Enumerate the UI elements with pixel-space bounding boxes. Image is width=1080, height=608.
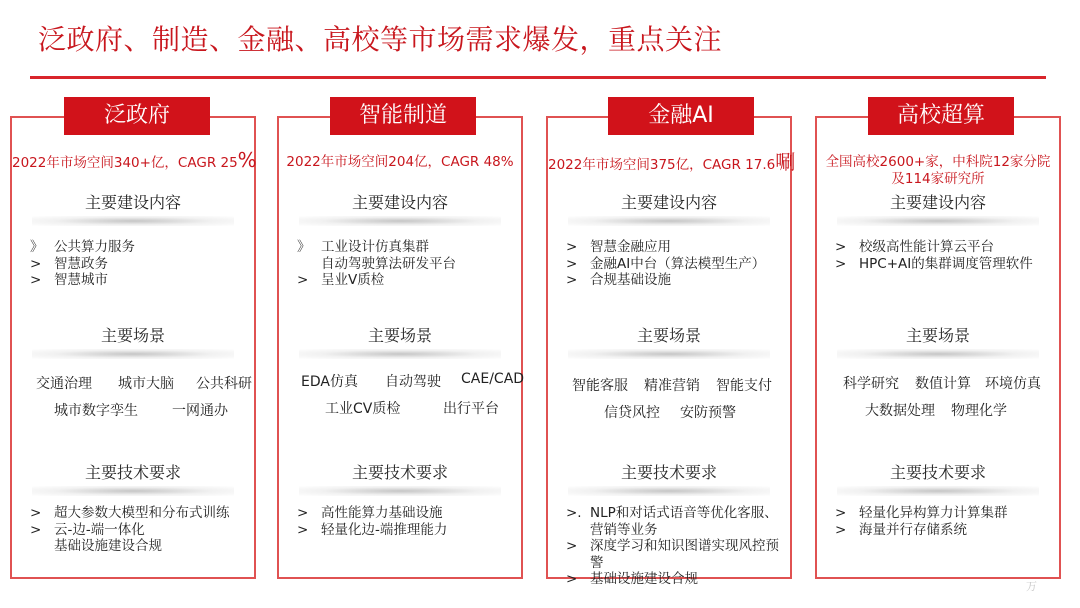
list-item: > 合规基础设施 <box>566 272 671 288</box>
scenario-item: 科学研究 <box>843 376 899 392</box>
list-item: > 云-边-端一体化 <box>30 521 145 538</box>
tech-heading: 主要技术要求 <box>351 463 448 482</box>
list-item: > 轻量化边-端推理能力 <box>297 521 448 538</box>
heading-shadow <box>299 486 501 496</box>
market-stat: 2022年市场空间375亿，CAGR 17.6唰 <box>548 150 796 174</box>
scenario-item: 城市大脑 <box>118 376 174 392</box>
heading-shadow <box>568 216 770 226</box>
heading-shadow <box>32 349 234 359</box>
heading-shadow <box>837 349 1039 359</box>
watermark: 万 <box>1026 580 1037 593</box>
heading-shadow <box>568 486 770 496</box>
scenario-item: 工业CV质检 <box>325 401 401 417</box>
list-item: > 呈业V质检 <box>297 272 385 288</box>
list-item: > 海量并行存储系统 <box>835 521 967 538</box>
construction-list <box>30 239 246 289</box>
list-item: > 智慧政务 <box>30 255 108 272</box>
construction-list <box>297 239 513 289</box>
panel-tag-finance: 金融AI <box>608 97 754 135</box>
heading-shadow <box>837 216 1039 226</box>
panel-manufacturing <box>277 116 523 579</box>
scenario-item: CAE/CAD <box>461 371 525 387</box>
scenario-item: 一网通办 <box>172 403 228 419</box>
list-item: >. NLP和对话式语音等优化客服、营销等业务 <box>566 505 778 538</box>
scenario-item: 智能客服 <box>572 378 628 394</box>
market-stat: 全国高校2600+家，中科院12家分院及114家研究所 <box>825 154 1051 187</box>
slide-title: 泛政府、制造、金融、高校等市场需求爆发，重点关注 <box>38 23 723 56</box>
construction-heading: 主要建设内容 <box>889 193 986 212</box>
list-item: > 超大参数大模型和分布式训练 <box>30 505 230 521</box>
panel-tag-manufacturing: 智能制道 <box>330 97 476 135</box>
list-item: > 轻量化异构算力计算集群 <box>835 505 1008 521</box>
list-item: 》 工业设计仿真集群 <box>297 239 429 255</box>
construction-heading: 主要建设内容 <box>620 193 717 212</box>
scenario-item: 安防预警 <box>680 405 736 421</box>
list-item: > 金融AI中台（算法模型生产） <box>566 255 766 272</box>
list-item: > HPC+AI的集群调度管理软件 <box>835 255 1033 272</box>
title-divider <box>30 76 1046 79</box>
heading-shadow <box>299 216 501 226</box>
scenarios-heading: 主要场景 <box>636 326 701 345</box>
heading-shadow <box>837 486 1039 496</box>
market-stat: 2022年市场空间340+亿，CAGR 25% <box>12 148 257 172</box>
panel-tag-government: 泛政府 <box>64 97 210 135</box>
panel-government <box>10 116 256 579</box>
scenarios-heading: 主要场景 <box>367 326 432 345</box>
tech-heading: 主要技术要求 <box>889 463 986 482</box>
scenario-item: 交通治理 <box>36 376 92 392</box>
list-item: 》 公共算力服务 <box>30 239 135 255</box>
scenario-item: 精准营销 <box>644 378 700 394</box>
list-item: > 基础设施建设合规 <box>566 571 698 587</box>
panel-tag-universities: 高校超算 <box>868 97 1014 135</box>
scenario-item: 大数据处理 <box>865 403 935 419</box>
heading-shadow <box>568 349 770 359</box>
construction-list <box>835 239 1051 272</box>
scenarios-heading: 主要场景 <box>905 326 970 345</box>
scenario-item: 公共科研 <box>196 376 252 392</box>
scenario-item: 信贷风控 <box>604 405 660 421</box>
scenario-item: 环境仿真 <box>985 376 1041 392</box>
panel-finance <box>546 116 796 587</box>
heading-shadow <box>32 216 234 226</box>
market-stat: 2022年市场空间204亿，CAGR 48% <box>286 154 514 170</box>
scenario-item: 自动驾驶 <box>385 374 441 390</box>
heading-shadow <box>299 349 501 359</box>
list-item: > 智慧城市 <box>30 272 108 288</box>
construction-heading: 主要建设内容 <box>351 193 448 212</box>
list-item: > 深度学习和知识图谱实现风控预警 <box>566 538 779 571</box>
heading-shadow <box>32 486 234 496</box>
tech-list <box>835 505 1051 538</box>
list-item: 自动驾驶算法研发平台 <box>321 255 456 272</box>
construction-list <box>566 239 782 289</box>
list-item: > 智慧金融应用 <box>566 239 671 255</box>
tech-list <box>297 505 513 538</box>
scenario-item: 城市数字孪生 <box>54 403 138 419</box>
list-item: 基础设施建设合规 <box>54 538 162 554</box>
scenario-item: 数值计算 <box>915 376 971 392</box>
panel-universities <box>815 116 1061 579</box>
scenarios-heading: 主要场景 <box>100 326 165 345</box>
scenario-item: 出行平台 <box>443 401 499 417</box>
scenario-item: EDA仿真 <box>301 374 358 390</box>
tech-list <box>30 505 246 555</box>
construction-heading: 主要建设内容 <box>84 193 181 212</box>
scenario-item: 物理化学 <box>951 403 1007 419</box>
list-item: > 校级高性能计算云平台 <box>835 239 994 255</box>
scenario-item: 智能支付 <box>716 378 772 394</box>
tech-heading: 主要技术要求 <box>620 463 717 482</box>
tech-list <box>566 505 782 588</box>
tech-heading: 主要技术要求 <box>84 463 181 482</box>
list-item: > 高性能算力基础设施 <box>297 505 443 521</box>
